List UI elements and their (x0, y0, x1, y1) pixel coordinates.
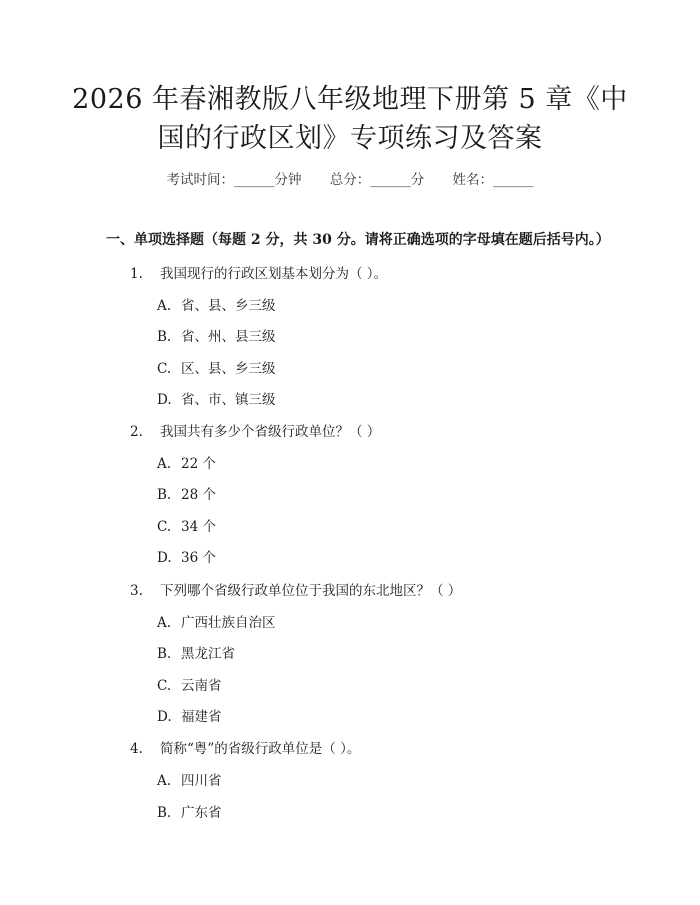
title-line-2: 国的行政区划》专项练习及答案 (157, 123, 543, 154)
student-name: 姓名：______ (452, 172, 534, 188)
option-text: 四川省 (181, 773, 222, 789)
document-title (60, 80, 640, 158)
option-3b (157, 642, 235, 662)
question-text: 我国现行的行政区划基本划分为（ ）。 (160, 266, 388, 282)
question-1 (130, 262, 387, 282)
option-4a (157, 769, 222, 789)
question-text: 简称“粤”的省级行政单位是（ ）。 (160, 741, 361, 757)
option-letter: B. (157, 646, 172, 662)
option-text: 省、州、县三级 (181, 329, 276, 345)
section-heading: 一、单项选择题（每题 2 分，共 30 分。请将正确选项的字母填在题后括号内。） (106, 232, 610, 248)
option-1a (157, 294, 276, 314)
option-letter: A. (157, 298, 172, 314)
option-2c (157, 515, 216, 535)
option-text: 区、县、乡三级 (181, 361, 276, 377)
option-text: 34 个 (181, 519, 216, 535)
question-number: 2. (130, 424, 143, 440)
option-2d (157, 546, 216, 566)
option-text: 广西壮族自治区 (181, 615, 276, 631)
question-2 (130, 420, 380, 440)
question-3 (130, 579, 461, 599)
option-letter: D. (157, 550, 172, 566)
option-1b (157, 325, 276, 345)
title-line-1: 2026 年春湘教版八年级地理下册第 5 章《中 (72, 84, 628, 115)
option-letter: A. (157, 456, 172, 472)
question-number: 1. (130, 266, 143, 282)
option-3c (157, 674, 222, 694)
option-3a (157, 611, 276, 631)
option-4b (157, 801, 222, 821)
option-letter: A. (157, 615, 172, 631)
option-letter: D. (157, 709, 172, 725)
option-3d (157, 705, 222, 725)
question-text: 我国共有多少个省级行政单位？（ ） (160, 424, 381, 440)
exam-time: 考试时间：______分钟 (166, 172, 302, 188)
question-number: 3. (130, 583, 143, 599)
option-2b (157, 483, 216, 503)
option-letter: A. (157, 773, 172, 789)
option-text: 广东省 (181, 805, 222, 821)
option-text: 黑龙江省 (181, 646, 235, 662)
option-text: 省、县、乡三级 (181, 298, 276, 314)
option-text: 云南省 (181, 678, 222, 694)
question-text: 下列哪个省级行政单位位于我国的东北地区？（ ） (160, 583, 462, 599)
option-text: 22 个 (181, 456, 216, 472)
option-text: 36 个 (181, 550, 216, 566)
option-letter: C. (157, 678, 172, 694)
option-letter: B. (157, 329, 172, 345)
option-letter: D. (157, 392, 172, 408)
option-text: 省、市、镇三级 (181, 392, 276, 408)
option-2a (157, 452, 216, 472)
option-text: 28 个 (181, 487, 216, 503)
option-letter: B. (157, 487, 172, 503)
question-number: 4. (130, 741, 143, 757)
option-1d (157, 388, 276, 408)
exam-meta (0, 168, 700, 188)
option-text: 福建省 (181, 709, 222, 725)
option-letter: C. (157, 361, 172, 377)
question-4 (130, 737, 360, 757)
total-score: 总分：______分 (329, 172, 425, 188)
option-letter: C. (157, 519, 172, 535)
option-letter: B. (157, 805, 172, 821)
option-1c (157, 357, 276, 377)
